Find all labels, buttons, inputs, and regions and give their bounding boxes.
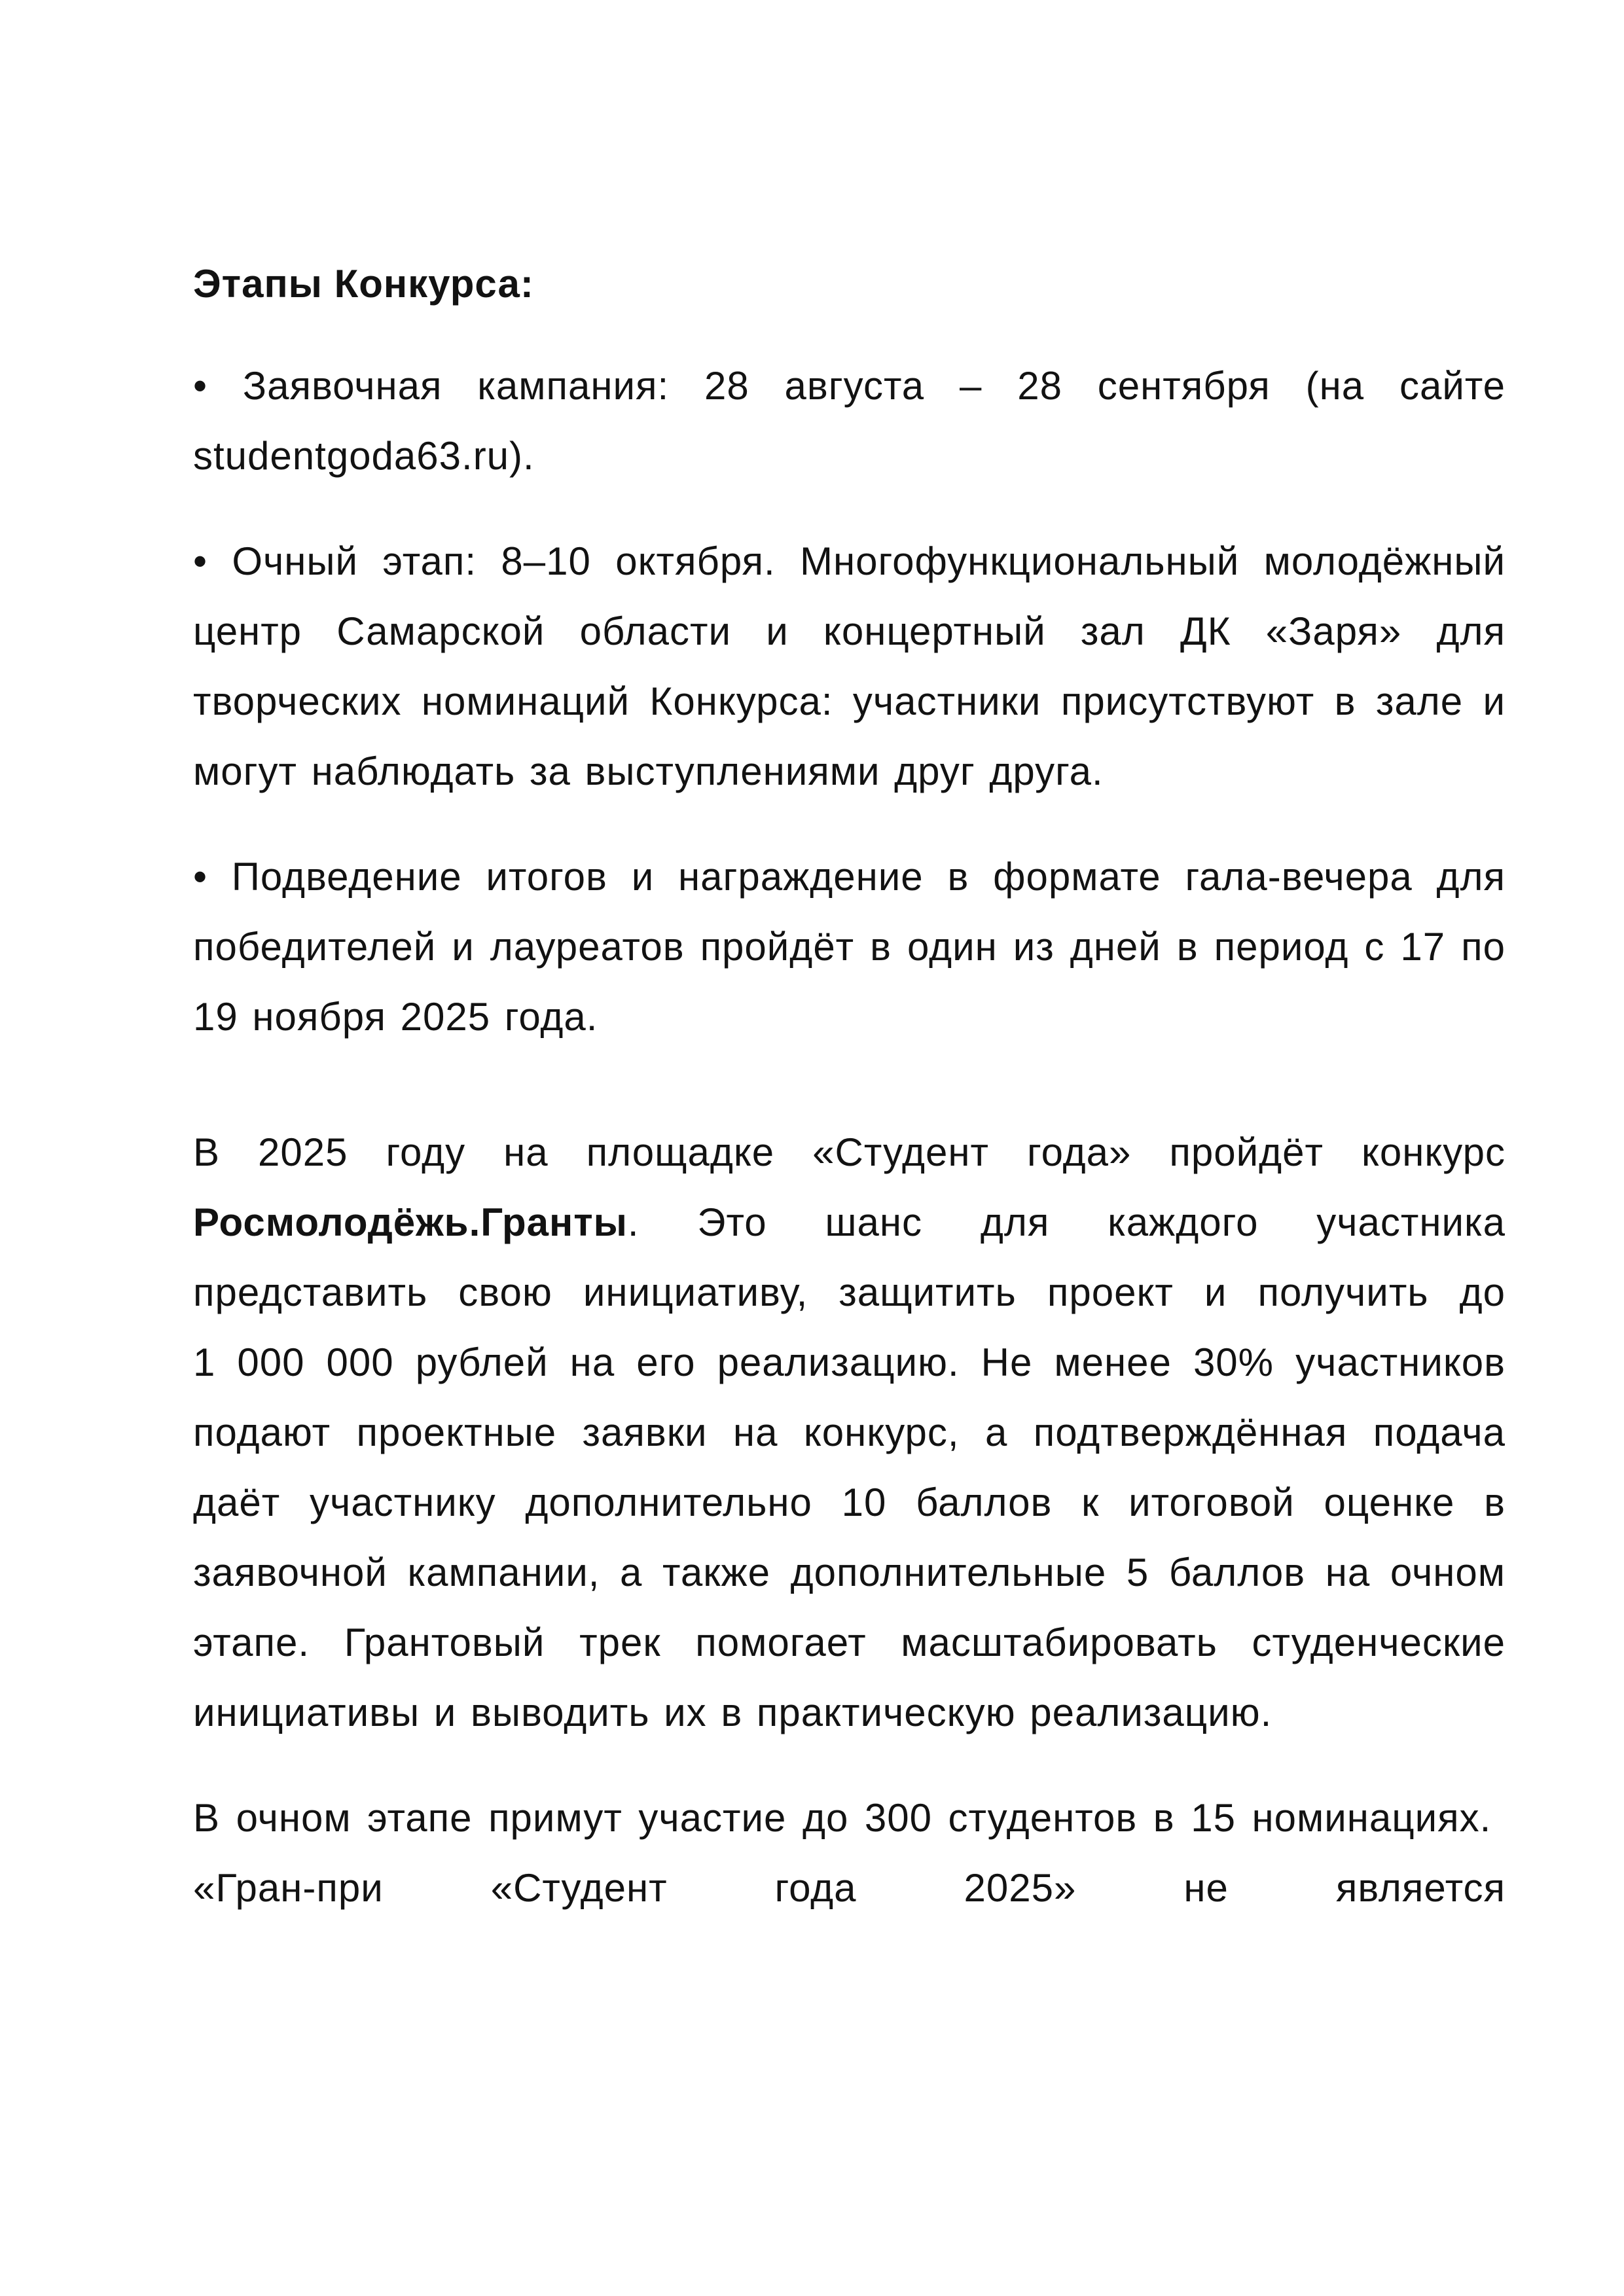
final-paragraph: В очном этапе примут участие до 300 студентов в 15 номинациях. «Гран-при «Студент года 2025» не является	[193, 1796, 1506, 1910]
bullet-item-gala-results	[193, 842, 1506, 1052]
bullet-text: Подведение итогов и награждение в формате гала-вечера для победителей и лауреатов пройдёт в один из дней в период с 17 по 19 ноября 2025 года.	[193, 855, 1506, 1039]
grants-paragraph-rest: . Это шанс для каждого участника представить свою инициативу, защитить проект и получить до 1 000 000 рублей на его реализацию. Не менее 30% участников подают проектные заявки на конкурс, а подтверждённая подача даёт участнику дополнительно 10 баллов к итоговой оценке в заявочной кампании, а также дополнительные 5 баллов на очном этапе. Грантовый трек помогает масштабировать студенческие инициативы и выводить их в практическую реализацию.	[193, 1200, 1506, 1734]
grants-paragraph	[193, 1117, 1506, 1748]
bullet-item-application	[193, 351, 1506, 491]
bullet-icon: •	[193, 364, 208, 408]
grants-bold-term: Росмолодёжь.Гранты	[193, 1200, 628, 1244]
bullet-text: Заявочная кампания: 28 августа – 28 сентября (на сайте studentgoda63.ru).	[193, 364, 1506, 478]
page-title: Этапы Конкурса:	[193, 262, 534, 306]
grants-paragraph-lead: В 2025 году на площадке «Студент года» пройдёт конкурс	[193, 1130, 1506, 1174]
bullet-icon: •	[193, 539, 208, 583]
bullet-item-onsite-stage	[193, 526, 1506, 806]
bullet-icon: •	[193, 855, 208, 899]
bullet-text: Очный этап: 8–10 октября. Многофункциональный молодёжный центр Самарской области и концертный зал ДК «Заря» для творческих номинаций Конкурса: участники присутствуют в зале и могут наблюдать за выступлениями друг друга.	[193, 539, 1506, 793]
